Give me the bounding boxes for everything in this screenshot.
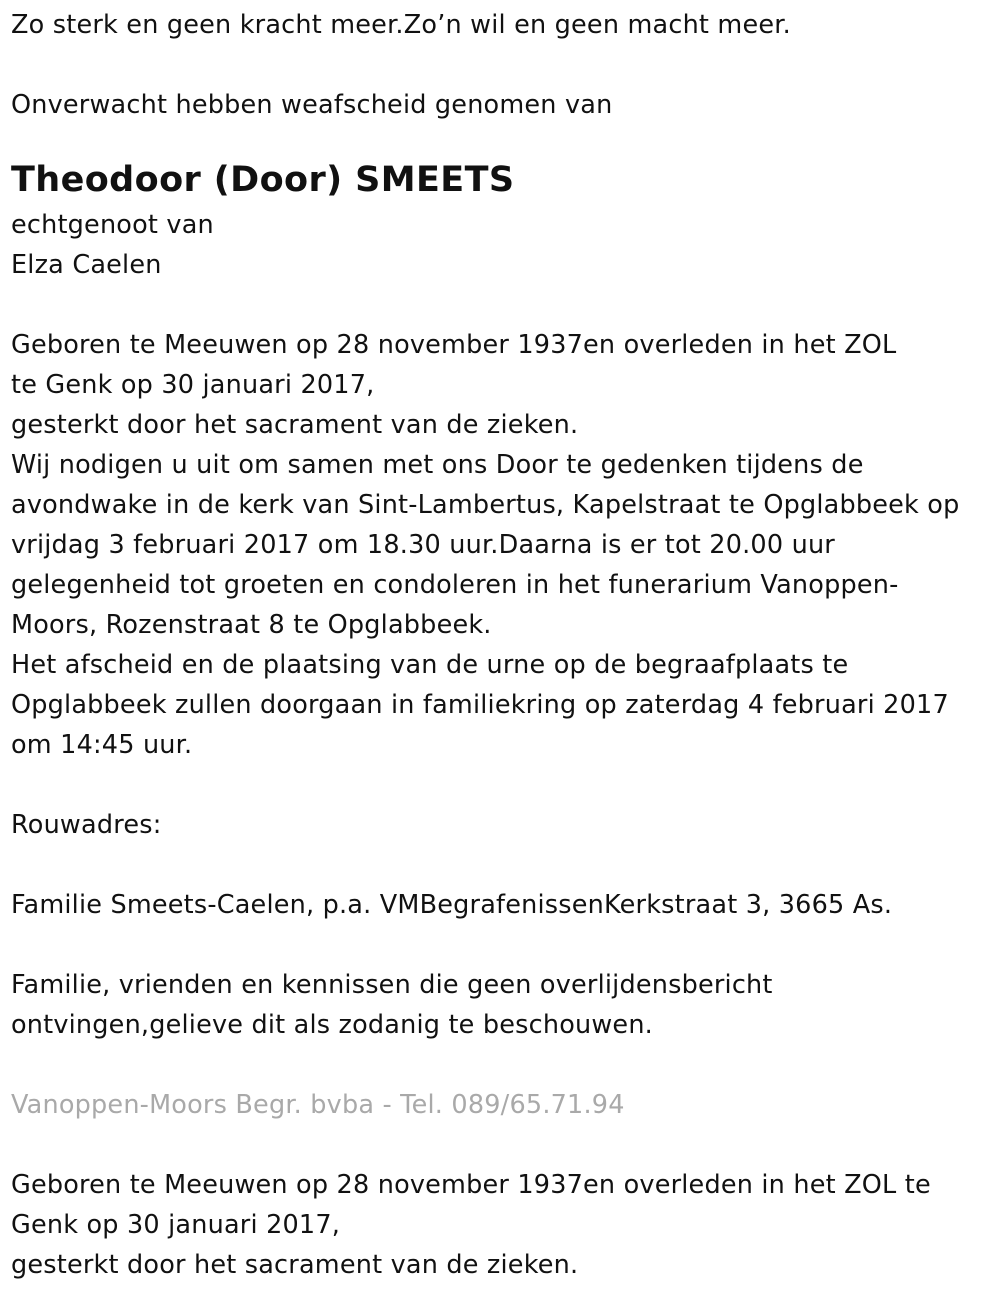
repeat-line: gesterkt door het sacrament van de zieken.	[11, 1250, 579, 1280]
deceased-name: Theodoor (Door) SMEETS	[11, 160, 515, 200]
spacer	[11, 125, 991, 155]
address-label: Rouwadres:	[11, 810, 162, 840]
invitation-line: vrijdag 3 februari 2017 om 18.30 uur.Daarna is er tot 20.00 uur	[11, 530, 835, 560]
invitation-line: Wij nodigen u uit om samen met ons Door te gedenken tijdens de	[11, 450, 864, 480]
birth-death-line: gesterkt door het sacrament van de zieken.	[11, 410, 579, 440]
spacer	[11, 1125, 991, 1165]
birth-death-line: te Genk op 30 januari 2017,	[11, 370, 375, 400]
invitation-line: gelegenheid tot groeten en condoleren in het funerarium Vanoppen-	[11, 570, 899, 600]
farewell-line: Opglabbeek zullen doorgaan in familiekring op zaterdag 4 februari 2017	[11, 690, 949, 720]
farewell-line: Het afscheid en de plaatsing van de urne op de begraafplaats te	[11, 650, 849, 680]
funeral-home-contact: Vanoppen-Moors Begr. bvba - Tel. 089/65.71.94	[11, 1090, 625, 1120]
spacer	[11, 1045, 991, 1085]
motto: Zo sterk en geen kracht meer.Zo’n wil en geen macht meer.	[11, 10, 791, 40]
notice-line: Familie, vrienden en kennissen die geen overlijdensbericht	[11, 970, 773, 1000]
repeat-line: Geboren te Meeuwen op 28 november 1937en overleden in het ZOL te	[11, 1170, 931, 1200]
obituary-notice	[11, 5, 991, 1285]
notice-line: ontvingen,gelieve dit als zodanig te beschouwen.	[11, 1010, 653, 1040]
spacer	[11, 845, 991, 885]
spouse-name: Elza Caelen	[11, 250, 162, 280]
spacer	[11, 925, 991, 965]
farewell-line: om 14:45 uur.	[11, 730, 193, 760]
invitation-line: Moors, Rozenstraat 8 te Opglabbeek.	[11, 610, 492, 640]
spacer	[11, 765, 991, 805]
repeat-line: Genk op 30 januari 2017,	[11, 1210, 341, 1240]
intro-text: Onverwacht hebben weafscheid genomen van	[11, 90, 613, 120]
spacer	[11, 45, 991, 85]
birth-death-line: Geboren te Meeuwen op 28 november 1937en overleden in het ZOL	[11, 330, 897, 360]
mourning-address: Familie Smeets-Caelen, p.a. VMBegrafenissenKerkstraat 3, 3665 As.	[11, 890, 893, 920]
spouse-line: echtgenoot van	[11, 210, 214, 240]
spacer	[11, 285, 991, 325]
invitation-line: avondwake in de kerk van Sint-Lambertus, Kapelstraat te Opglabbeek op	[11, 490, 960, 520]
